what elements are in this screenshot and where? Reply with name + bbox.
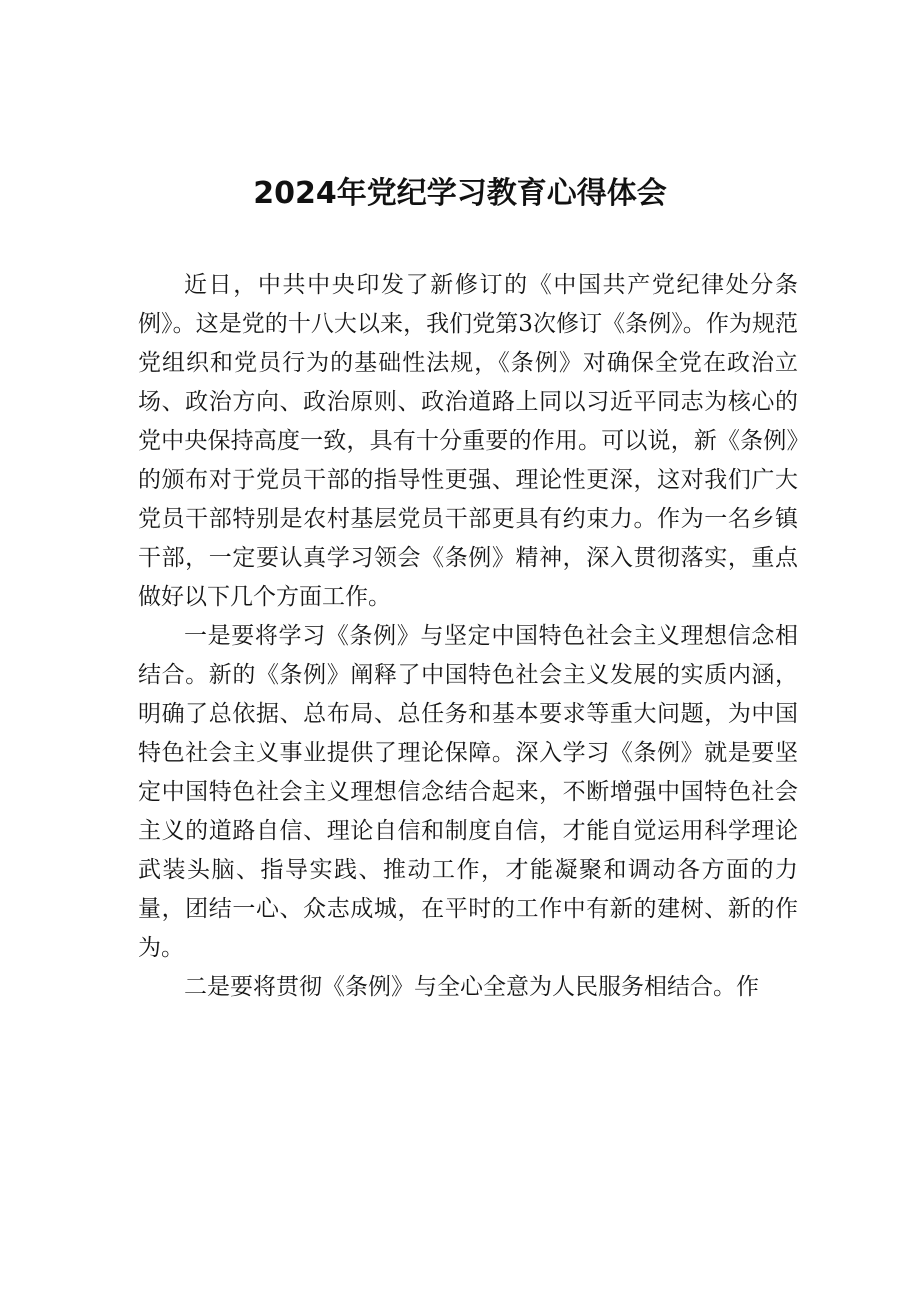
paragraph-intro: 近日，中共中央印发了新修订的《中国共产党纪律处分条例》。这是党的十八大以来，我们党第3次修订《条例》。作为规范党组织和党员行为的基础性法规，《条例》对确保全党在政治立场、政治方向、政治原则、政治道路上同以习近平同志为核心的党中央保持高度一致，具有十分重要的作用。可以说，新《条例》的颁布对于党员干部的指导性更强、理论性更深，这对我们广大党员干部特别是农村基层党员干部更具有约束力。作为一名乡镇干部，一定要认真学习领会《条例》精神，深入贯彻落实，重点做好以下几个方面工作。	[138, 272, 798, 610]
document-body	[138, 266, 798, 1007]
document-title: 2024年党纪学习教育心得体会	[253, 176, 667, 211]
paragraph-point-two: 二是要将贯彻《条例》与全心全意为人民服务相结合。作	[184, 974, 759, 1000]
paragraph-point-one: 一是要将学习《条例》与坚定中国特色社会主义理想信念相结合。新的《条例》阐释了中国特色社会主义发展的实质内涵，明确了总依据、总布局、总任务和基本要求等重大问题，为中国特色社会主义事业提供了理论保障。深入学习《条例》就是要坚定中国特色社会主义理想信念结合起来，不断增强中国特色社会主义的道路自信、理论自信和制度自信，才能自觉运用科学理论武装头脑、指导实践、推动工作，才能凝聚和调动各方面的力量，团结一心、众志成城，在平时的工作中有新的建树、新的作为。	[138, 623, 798, 961]
